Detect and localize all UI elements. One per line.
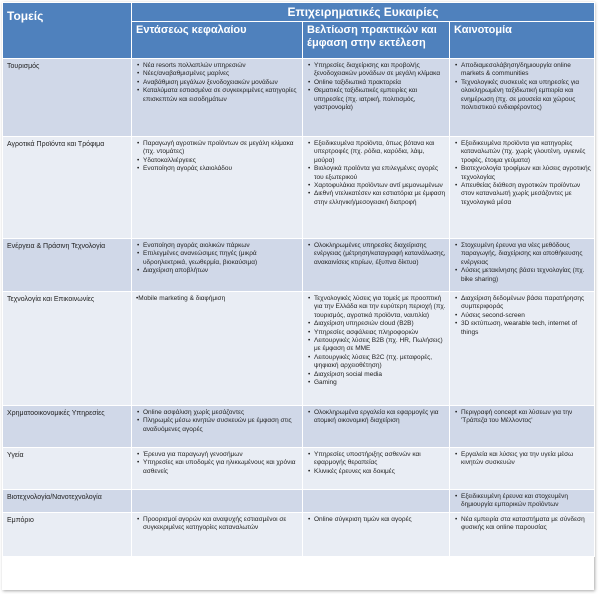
capital-cell xyxy=(132,512,303,556)
list-item: • Χαρτοφυλάκια προϊόντων αντί μεμονωμένων xyxy=(307,182,446,190)
practices-cell xyxy=(303,406,450,448)
list-item: • Προορισμοί αγορών και αναψυχής εστιασμένοι σε συγκεκριμένες κατηγορίες καταναλωτών xyxy=(136,516,299,533)
list-item: • Λύσεις second-screen xyxy=(454,312,591,320)
bullet-list xyxy=(136,409,299,434)
list-item: • Καταλύματα εστιασμένα σε συγκεκριμένες κατηγορίες επισκεπτών και εισοδημάτων xyxy=(136,87,299,104)
list-item: • Υπηρεσίες διαχείρισης και προβολής ξενοδοχειακών μονάδων σε μεγάλη κλίμακα xyxy=(307,62,446,79)
bullet-list xyxy=(454,409,591,426)
bullet-list xyxy=(307,62,446,112)
sector-cell: Ενέργεια & Πράσινη Τεχνολογία xyxy=(3,239,132,292)
list-item: • Διαχείριση δεδομένων βάσει παρατήρησης συμπεριφοράς xyxy=(454,295,591,312)
list-item: • Έρευνα για παραγωγή γενοσήμων xyxy=(136,451,299,459)
list-item: • Τεχνολογικές συσκευές και υπηρεσίες για ολοκληρωμένη ταξιδιωτική εμπειρία και ενημέρωση (πχ. σε μουσεία και χώρους πολιτιστικού ενδιαφέροντος) xyxy=(454,79,591,113)
opportunities-header: Επιχειρηματικές Ευκαιρίες xyxy=(132,3,595,22)
list-item: • Περιγραφή concept και λύσεων για την 'Τράπεζα του Μέλλοντος' xyxy=(454,409,591,426)
bullet-list xyxy=(307,242,446,267)
bullet-list xyxy=(454,516,591,533)
opportunities-table-frame xyxy=(2,2,594,590)
practices-cell xyxy=(303,239,450,292)
sector-cell: Τουρισμός xyxy=(3,59,132,137)
bullet-list xyxy=(136,516,299,533)
list-item: • Εργαλεία και λύσεις για την υγεία μέσω κινητών συσκευών xyxy=(454,451,591,468)
list-item: • Λειτουργικές λύσεις B2B (πχ. HR, Πωλήσεις) με έμφαση σε ΜΜΕ xyxy=(307,337,446,354)
table-row xyxy=(3,59,595,137)
list-item: • Διαχείριση αποβλήτων xyxy=(136,267,299,275)
table-row xyxy=(3,448,595,490)
innovation-cell xyxy=(450,512,595,556)
capital-cell xyxy=(132,448,303,490)
bullet-list xyxy=(454,242,591,284)
innovation-cell xyxy=(450,59,595,137)
sector-cell: Υγεία xyxy=(3,448,132,490)
list-item: • Νέα resorts πολλαπλών υπηρεσιών xyxy=(136,62,299,70)
list-item: • Λύσεις μετακίνησης βάσει τεχνολογίας (πχ. bike sharing) xyxy=(454,267,591,284)
bullet-list xyxy=(454,451,591,468)
innovation-cell xyxy=(450,406,595,448)
practices-cell xyxy=(303,59,450,137)
list-item: •Mobile marketing & διαφήμιση xyxy=(136,295,226,302)
practices-cell xyxy=(303,512,450,556)
list-item: • Εξειδικευμένα προϊόντα για κατηγορίες καταναλωτών (πχ. χωρίς γλουτένη, υγιεινές τροφές, έτοιμα γεύματα) xyxy=(454,140,591,165)
bullet-list xyxy=(307,409,446,426)
list-item: • Λειτουργικές λύσεις B2C (πχ. μεταφορές, ψηφιακή αρχειοθέτηση) xyxy=(307,354,446,371)
list-item: • Επιλεγμένες ανανεώσιμες πηγές (μικρά υδροηλεκτρικά, γεωθερμία, βιοκαύσιμα) xyxy=(136,250,299,267)
practices-cell xyxy=(303,448,450,490)
innovation-cell xyxy=(450,239,595,292)
list-item: • Υπηρεσίες και υποδομές για ηλικιωμένους και χρόνια ασθενείς xyxy=(136,459,299,476)
list-item: • Νέες/αναβαθμισμένες μαρίνες xyxy=(136,70,299,78)
innovation-cell xyxy=(450,292,595,406)
list-item: • Πληρωμές μέσω κινητών συσκευών με έμφαση στις αναδυόμενες αγορές xyxy=(136,417,299,434)
bullet-list xyxy=(454,62,591,112)
table-row xyxy=(3,490,595,513)
bullet-list xyxy=(136,140,299,174)
list-item: • Βιοτεχνολογία τροφίμων και λύσεις αγροτικής τεχνολογίας xyxy=(454,165,591,182)
list-item: • Υδατοκαλλιέργειες xyxy=(136,157,299,165)
list-item: • Online σύγκριση τιμών και αγορές xyxy=(307,516,446,524)
capital-cell xyxy=(132,59,303,137)
list-item: • Gaming xyxy=(307,379,446,387)
table-row xyxy=(3,137,595,239)
sectors-header: Τομείς xyxy=(3,3,132,59)
list-item: • Online ασφάλιση χωρίς μεσάζοντες xyxy=(136,409,299,417)
list-item: • Διεθνή ντελικατέσεν και εστιατόρια με έμφαση στην ελληνική/μεσογειακή διατροφή xyxy=(307,190,446,207)
bullet-list xyxy=(307,140,446,207)
sector-cell: Τεχνολογία και Επικοινωνίες xyxy=(3,292,132,406)
bullet-list xyxy=(136,295,299,303)
list-item: • Κλινικές έρευνες και δοκιμές xyxy=(307,468,446,476)
list-item: • Νέα εμπειρία στα καταστήματα με σύνδεση φυσικής και online παρουσίας xyxy=(454,516,591,533)
practices-cell xyxy=(303,137,450,239)
sector-cell: Εμπόριο xyxy=(3,512,132,556)
capital-cell xyxy=(132,406,303,448)
list-item: • Παραγωγή αγροτικών προϊόντων σε μεγάλη κλίμακα (πχ. ντομάτες) xyxy=(136,140,299,157)
list-item: • Αναβάθμιση μεγάλων ξενοδοχειακών μονάδων xyxy=(136,79,299,87)
list-item: • Υπηρεσίες υποστήριξης ασθενών και εφαρμογής θεραπείας xyxy=(307,451,446,468)
list-item: • Εξειδικευμένα προϊόντα, όπως βότανα και υπερτροφές (πχ. ρόδια, καρύδια, λάιμ, μούρα) xyxy=(307,140,446,165)
bullet-list xyxy=(454,493,591,510)
capital-cell xyxy=(132,137,303,239)
bullet-list xyxy=(307,451,446,476)
innovation-cell xyxy=(450,137,595,239)
bullet-list xyxy=(136,242,299,276)
list-item: • 3D εκτύπωση, wearable tech, internet of things xyxy=(454,320,591,337)
practices-cell xyxy=(303,490,450,513)
innovation-cell xyxy=(450,448,595,490)
list-item: • Υπηρεσίες ασφάλειας πληροφοριών xyxy=(307,329,446,337)
table-row xyxy=(3,239,595,292)
table-row xyxy=(3,512,595,556)
list-item: • Διαχείριση υπηρεσιών cloud (B2B) xyxy=(307,320,446,328)
bullet-list xyxy=(307,295,446,387)
list-item: • Ενοποίηση αγοράς ελαιολάδου xyxy=(136,165,299,173)
table-row xyxy=(3,292,595,406)
list-item: • Απευθείας διάθεση αγροτικών προϊόντων στον καταναλωτή χωρίς μεσάζοντες με τεχνολογικά μέσα xyxy=(454,182,591,207)
column-header-innovation: Καινοτομία xyxy=(450,22,595,59)
list-item: • Αποδιαμεσολάβηση/δημιουργία online markets & communities xyxy=(454,62,591,79)
sector-cell: Βιοτεχνολογία/Νανοτεχνολογία xyxy=(3,490,132,513)
capital-cell xyxy=(132,239,303,292)
bullet-list xyxy=(454,295,591,337)
sector-cell: Χρηματοοικονομικές Υπηρεσίες xyxy=(3,406,132,448)
opportunities-table xyxy=(2,2,595,557)
table-row xyxy=(3,406,595,448)
column-header-capital: Εντάσεως κεφαλαίου xyxy=(132,22,303,59)
list-item: • Online ταξιδιωτικά πρακτορεία xyxy=(307,79,446,87)
bullet-list xyxy=(454,140,591,207)
header-row-top xyxy=(3,3,595,22)
bullet-list xyxy=(307,516,446,524)
list-item: • Τεχνολογικές λύσεις για τομείς με προοπτική για την Ελλάδα και την ευρύτερη περιοχή (πχ. τουρισμός, αγροτικά προϊόντα, ναυτιλία) xyxy=(307,295,446,320)
bullet-list xyxy=(136,62,299,104)
list-item: • Βιολογικά προϊόντα για επιλεγμένες αγορές του εξωτερικού xyxy=(307,165,446,182)
innovation-cell xyxy=(450,490,595,513)
practices-cell xyxy=(303,292,450,406)
column-header-practices: Βελτίωση πρακτικών και έμφαση στην εκτέλεση xyxy=(303,22,450,59)
sector-cell: Αγροτικά Προϊόντα και Τρόφιμα xyxy=(3,137,132,239)
capital-cell xyxy=(132,292,303,406)
list-item: • Ολοκληρωμένες υπηρεσίες διαχείρισης ενέργειας (μέτρηση/καταγραφή κατανάλωσης, ανακαινίσεις κτιρίων, έξυπνα δίκτυα) xyxy=(307,242,446,267)
capital-cell xyxy=(132,490,303,513)
list-item: • Ολοκληρωμένα εργαλεία και εφαρμογές για ατομική οικονομική διαχείριση xyxy=(307,409,446,426)
list-item: • Στοχευμένη έρευνα για νέες μεθόδους παραγωγής, διαχείρισης και αποθήκευσης ενέργειας xyxy=(454,242,591,267)
list-item: • Ενοποίηση αγοράς αιολικών πάρκων xyxy=(136,242,299,250)
table-body xyxy=(3,59,595,557)
list-item: • Εξειδικευμένη έρευνα και στοχευμένη δημιουργία εμπορικών προϊόντων xyxy=(454,493,591,510)
bullet-list xyxy=(136,451,299,476)
list-item: • Διαχείριση social media xyxy=(307,371,446,379)
list-item: • Θεματικές ταξιδιωτικές εμπειρίες και υπηρεσίες (πχ. ιατρική, πολιτισμός, γαστρονομία) xyxy=(307,87,446,112)
